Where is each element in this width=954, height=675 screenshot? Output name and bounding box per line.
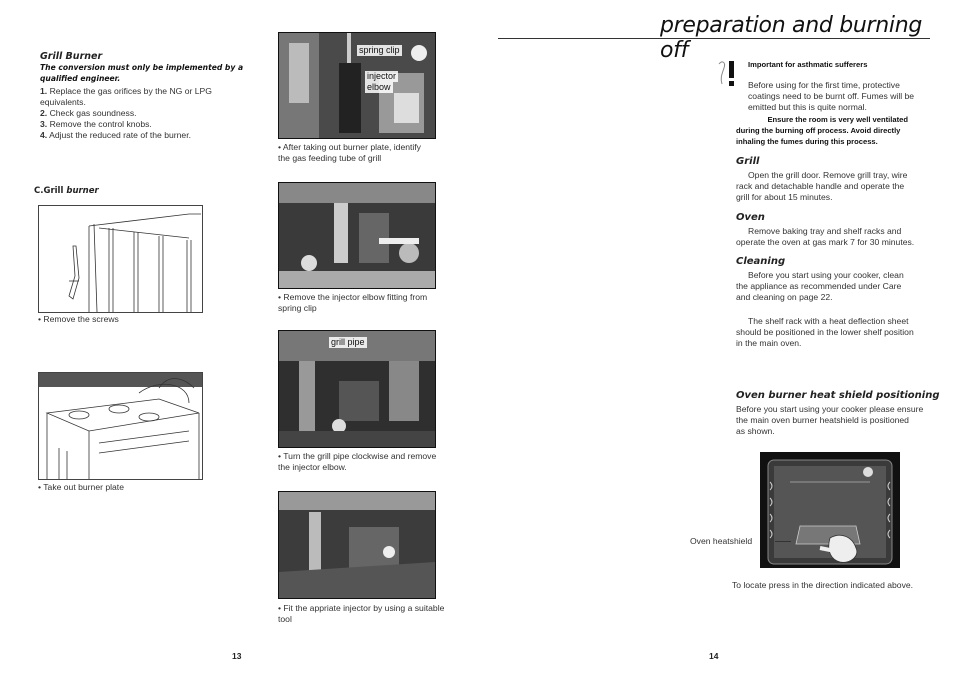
c-grill-burner-title [34, 186, 99, 196]
step-number: 4. [40, 130, 48, 140]
cleaning-paragraph [736, 270, 904, 303]
caption-photo-1 [278, 142, 421, 164]
oven-section-title: Oven [736, 212, 765, 223]
caption-take-out-plate: • Take out burner plate [38, 482, 124, 492]
caption-line: • Turn the grill pipe clockwise and remove [278, 451, 437, 461]
page-number-14: 14 [709, 651, 719, 661]
text-line: the main oven burner heatshield is positioned [736, 415, 909, 425]
grill-paragraph [736, 170, 907, 203]
text-line: Open the grill door. Remove grill tray, wire [748, 170, 908, 180]
asthma-heading: Important for asthmatic sufferers [748, 60, 868, 69]
text-line: Remove baking tray and shelf racks and [748, 226, 902, 236]
step-item [40, 86, 230, 97]
caption-photo-2 [278, 292, 427, 314]
text-line: emitted but this is quite normal. [748, 102, 867, 112]
step-item [40, 130, 230, 141]
step-item-continuation: equivalents. [40, 97, 86, 107]
shelf-rack-paragraph [736, 316, 914, 349]
photo-grill-pipe [278, 330, 436, 448]
steps-list [40, 86, 230, 141]
cleaning-section-title: Cleaning [736, 256, 786, 267]
caption-remove-screws: • Remove the screws [38, 314, 119, 324]
text-line: rack and detachable handle and operate the [736, 181, 905, 191]
heatshield-paragraph [736, 404, 923, 437]
text-line: inhaling the fumes during this process. [736, 137, 878, 146]
caption-photo-3 [278, 451, 436, 473]
step-text: Check gas soundness. [49, 108, 137, 118]
oven-paragraph [736, 226, 914, 248]
text-line: the appliance as recommended under Care [736, 281, 902, 291]
text-line: should be positioned in the lower shelf position [736, 327, 914, 337]
text-line: The shelf rack with a heat deflection sheet [748, 316, 909, 326]
step-item [40, 108, 230, 119]
caption-line: tool [278, 614, 292, 624]
text-line: Before using for the first time, protective [748, 80, 900, 90]
page-title: preparation and burning off [660, 13, 923, 63]
photo-injector-elbow [278, 182, 436, 289]
label-grill-pipe: grill pipe [331, 337, 365, 347]
text-line: grill for about 15 minutes. [736, 192, 833, 202]
step-number: 2. [40, 108, 48, 118]
caption-line: • After taking out burner plate, identify [278, 142, 421, 152]
label-elbow: elbow [367, 82, 391, 92]
text-line: Ensure the room is very well ventilated [767, 115, 908, 124]
step-text: Remove the control knobs. [49, 119, 152, 129]
burner-label: burner [66, 186, 99, 196]
text-line: Before you start using your cooker, clean [748, 270, 904, 280]
grill-burner-title: Grill Burner [40, 51, 103, 62]
text-line: in the main oven. [736, 338, 802, 348]
oven-heatshield-illustration [760, 452, 900, 568]
grill-section-title: Grill [736, 156, 760, 167]
step-number: 3. [40, 119, 48, 129]
c-grill-label: C.Grill [34, 186, 64, 196]
text-line: and cleaning on page 22. [736, 292, 833, 302]
text-line: coatings need to be burnt off. Fumes will be [748, 91, 915, 101]
warning-line: qualified engineer. [40, 74, 121, 83]
screws-drawing [38, 205, 203, 313]
step-number: 1. [40, 86, 48, 96]
step-text: Replace the gas orifices by the NG or LPG [49, 86, 212, 96]
burner-plate-drawing [38, 372, 203, 480]
caption-line: • Remove the injector elbow fitting from [278, 292, 428, 302]
caption-line: spring clip [278, 303, 317, 313]
warning-line: The conversion must only be implemented by a [40, 63, 244, 72]
step-text: Adjust the reduced rate of the burner. [49, 130, 191, 140]
text-line: as shown. [736, 426, 775, 436]
photo-spring-clip [278, 32, 436, 139]
caption-line: • Fit the appriate injector by using a suitable [278, 603, 445, 613]
photo-fit-injector [278, 491, 436, 599]
caption-line: the gas feeding tube of grill [278, 153, 382, 163]
text-line: operate the oven at gas mark 7 for 30 minutes. [736, 237, 915, 247]
heatshield-section-title: Oven burner heat shield positioning [736, 390, 940, 401]
label-spring-clip: spring clip [359, 45, 400, 55]
text-line: during the burning off process. Avoid directly [736, 126, 901, 135]
page-number-13: 13 [232, 651, 242, 661]
warning-exclamation-icon [716, 58, 740, 88]
oven-heatshield-label: Oven heatshield [690, 536, 753, 546]
label-injector: injector [367, 71, 397, 81]
ventilation-warning [736, 114, 908, 147]
asthma-paragraph [748, 80, 914, 113]
step-item [40, 119, 230, 130]
text-line: Before you start using your cooker please ensure [736, 404, 924, 414]
caption-line: the injector elbow. [278, 462, 347, 472]
caption-photo-4 [278, 603, 444, 625]
heatshield-pointer-line [775, 541, 791, 542]
heatshield-caption: To locate press in the direction indicated above. [732, 580, 914, 590]
